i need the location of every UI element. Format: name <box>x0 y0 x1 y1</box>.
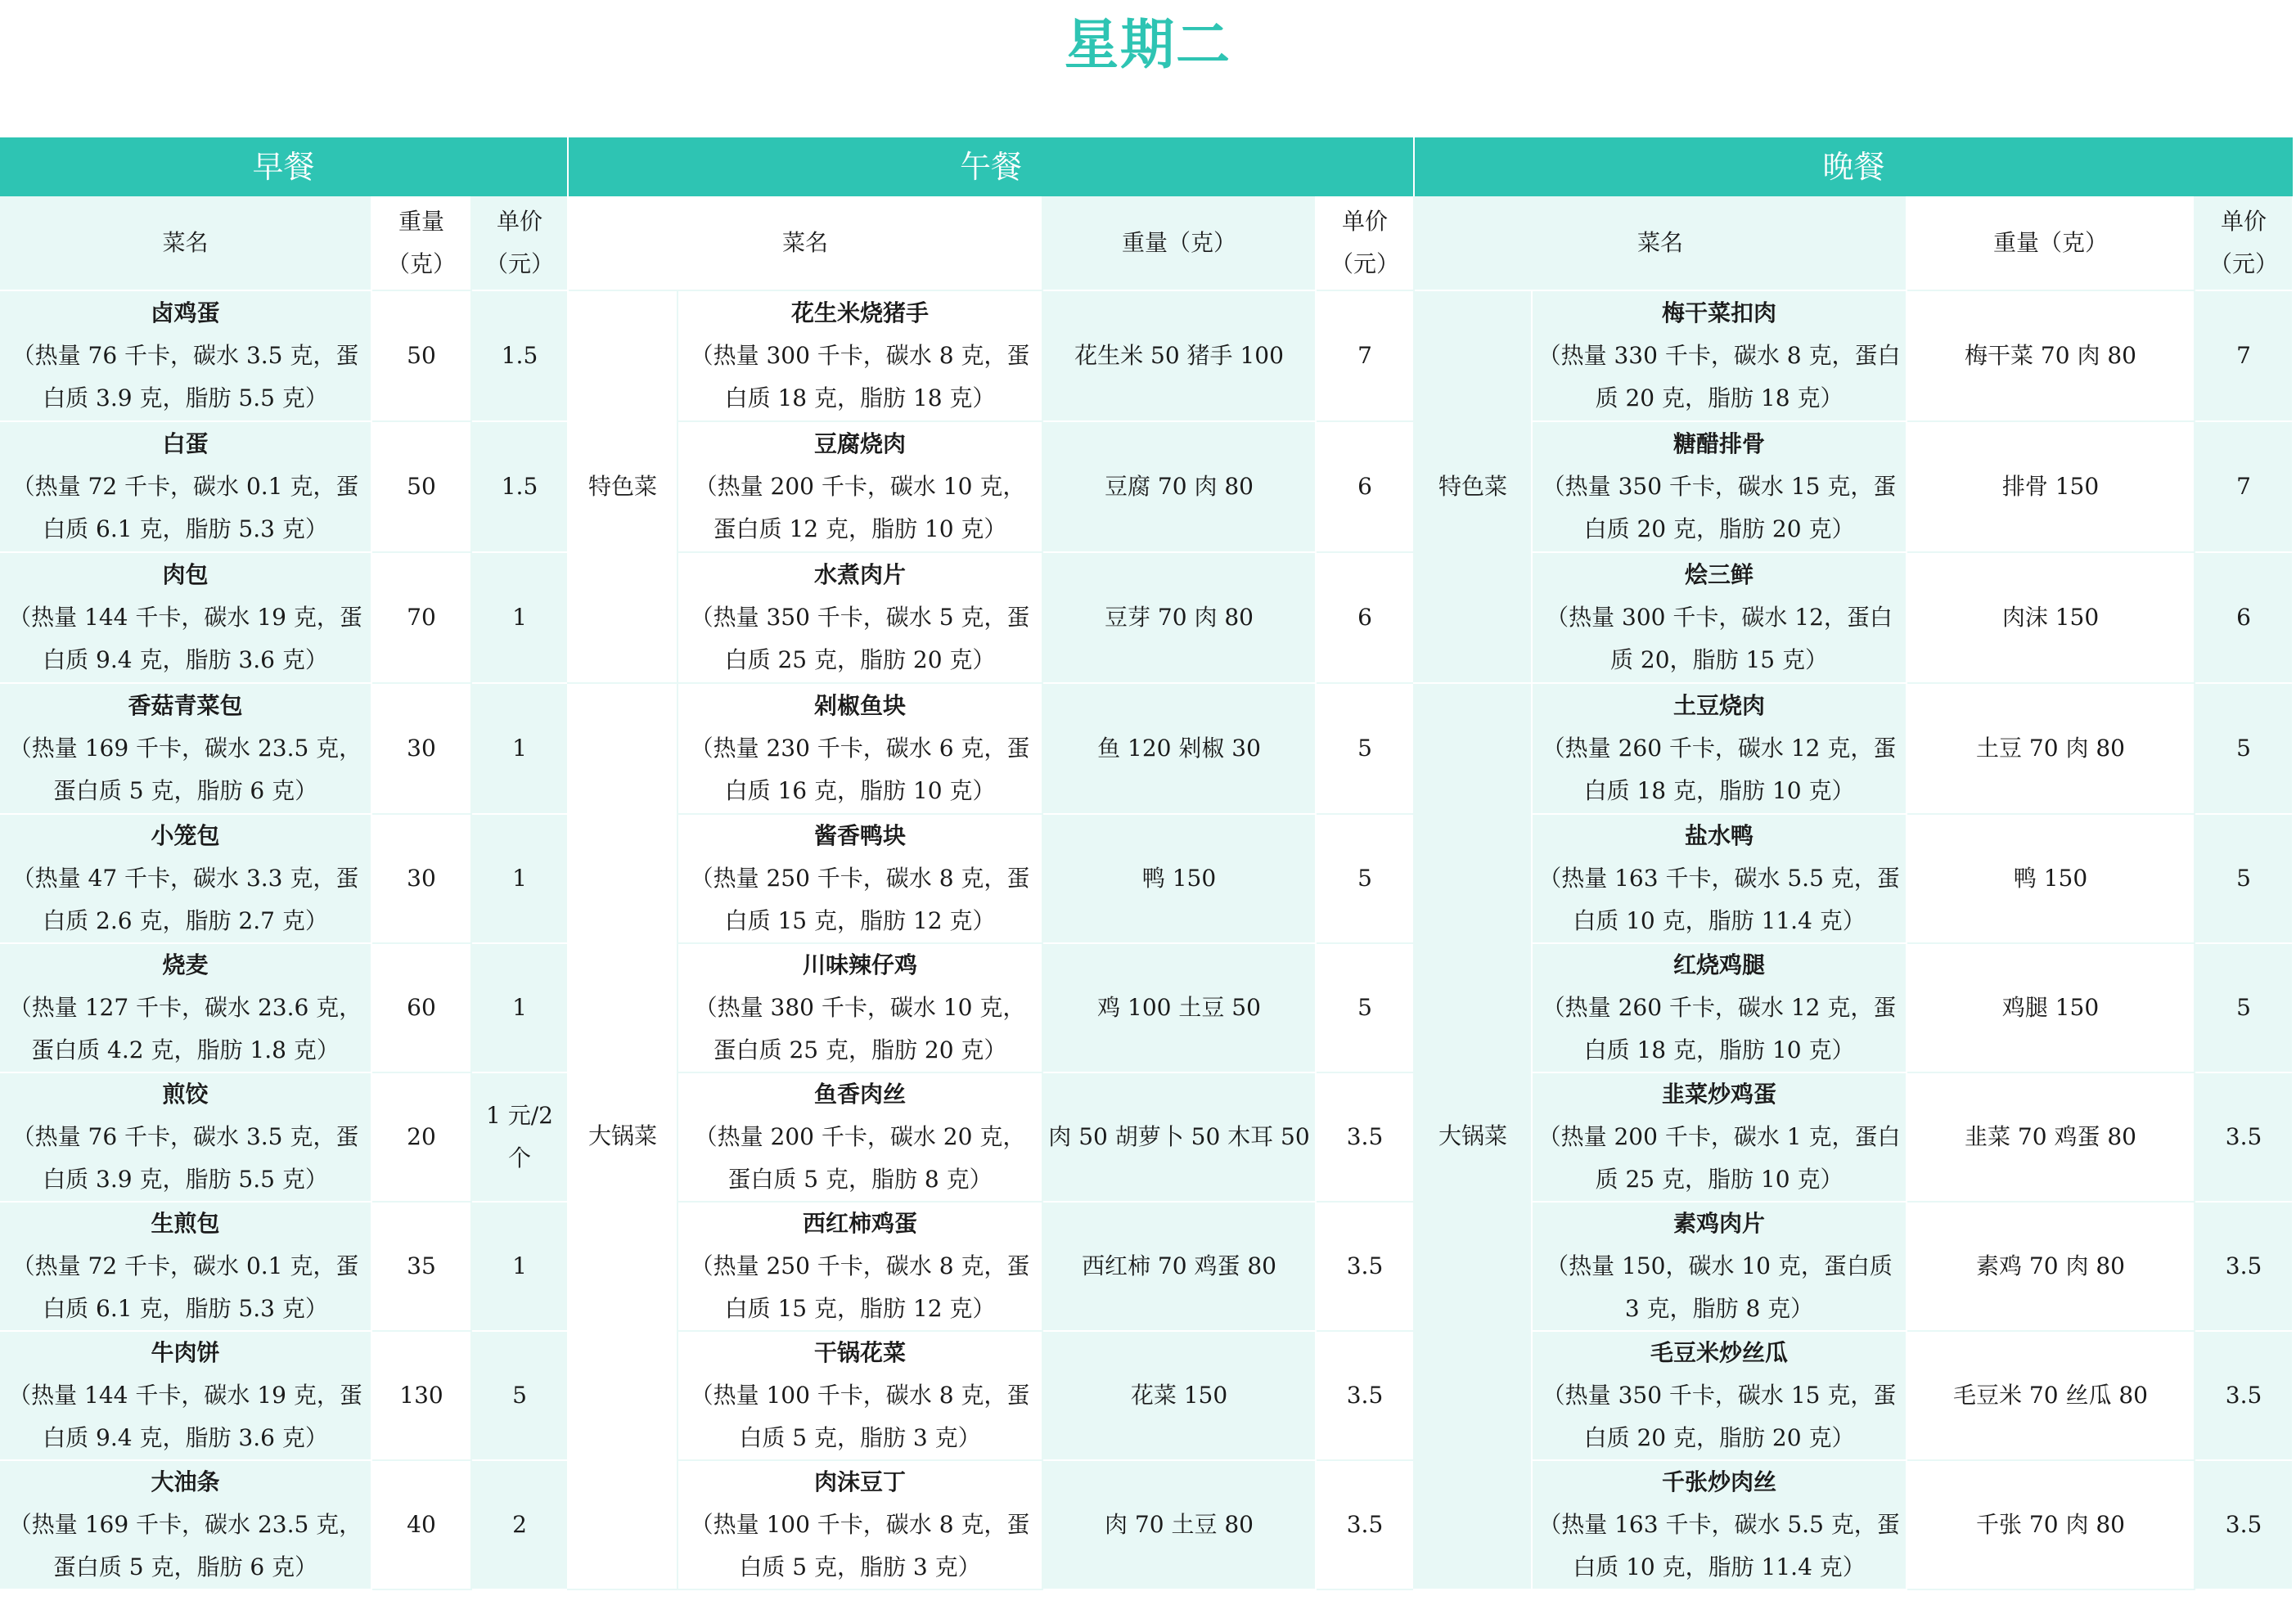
dish-name: 千张炒肉丝 <box>1662 1468 1777 1495</box>
dish-nutrition: （热量 380 千卡，碳水 10 克，蛋白质 25 克，脂肪 20 克） <box>694 994 1026 1063</box>
dish-name: 素鸡肉片 <box>1673 1210 1766 1237</box>
dinner-name-header: 菜名 <box>1414 196 1907 290</box>
dinner-weight: 千张 70 肉 80 <box>1907 1460 2195 1589</box>
breakfast-weight: 30 <box>371 683 471 814</box>
dish-nutrition: （热量 169 千卡，碳水 23.5 克，蛋白质 5 克，脂肪 6 克） <box>8 735 362 804</box>
lunch-dish <box>678 943 1042 1072</box>
lunch-weight: 鸡 100 土豆 50 <box>1042 943 1316 1072</box>
dish-nutrition: （热量 144 千卡，碳水 19 克，蛋白质 9.4 克，脂肪 3.6 克） <box>8 1382 362 1451</box>
table-row <box>0 814 2293 943</box>
breakfast-price: 1.5 <box>471 421 568 552</box>
dish-name: 烧麦 <box>162 951 209 978</box>
dinner-dish <box>1532 1202 1907 1331</box>
dish-nutrition: （热量 47 千卡，碳水 3.3 克，蛋白质 2.6 克，脂肪 2.7 克） <box>11 865 359 934</box>
breakfast-price-header: 单价（元） <box>471 196 568 290</box>
lunch-group-pot: 大锅菜 <box>568 683 678 1589</box>
breakfast-price: 1 <box>471 552 568 683</box>
page-title: 星期二 <box>1065 13 1231 76</box>
lunch-price: 3.5 <box>1316 1460 1414 1589</box>
dish-name: 剁椒鱼块 <box>813 692 906 719</box>
lunch-dish <box>678 552 1042 683</box>
dinner-weight: 肉沫 150 <box>1907 552 2195 683</box>
dinner-dish <box>1532 552 1907 683</box>
dinner-dish <box>1532 683 1907 814</box>
dish-nutrition: （热量 72 千卡，碳水 0.1 克，蛋白质 6.1 克，脂肪 5.3 克） <box>11 473 359 542</box>
lunch-weight: 花生米 50 猪手 100 <box>1042 290 1316 421</box>
dinner-price: 6 <box>2195 552 2293 683</box>
dinner-price: 7 <box>2195 421 2293 552</box>
menu-table <box>0 137 2294 1590</box>
breakfast-price: 5 <box>471 1331 568 1460</box>
breakfast-dish <box>0 943 371 1072</box>
dish-nutrition: （热量 150，碳水 10 克，蛋白质 3 克，脂肪 8 克） <box>1546 1252 1893 1322</box>
breakfast-price: 1.5 <box>471 290 568 421</box>
dish-nutrition: （热量 200 千卡，碳水 1 克，蛋白质 25 克，脂肪 10 克） <box>1537 1123 1901 1193</box>
lunch-weight: 花菜 150 <box>1042 1331 1316 1460</box>
dinner-group-pot: 大锅菜 <box>1414 683 1532 1589</box>
table-row <box>0 683 2293 814</box>
breakfast-weight: 30 <box>371 814 471 943</box>
lunch-price-header: 单价（元） <box>1316 196 1414 290</box>
dish-name: 卤鸡蛋 <box>151 299 220 326</box>
dish-name: 梅干菜扣肉 <box>1662 299 1777 326</box>
dish-name: 川味辣仔鸡 <box>802 951 917 978</box>
dish-nutrition: （热量 350 千卡，碳水 15 克，蛋白质 20 克，脂肪 20 克） <box>1542 473 1897 542</box>
table-row <box>0 1331 2293 1460</box>
dinner-dish <box>1532 421 1907 552</box>
dinner-price: 5 <box>2195 814 2293 943</box>
dinner-weight: 韭菜 70 鸡蛋 80 <box>1907 1072 2195 1202</box>
breakfast-weight: 40 <box>371 1460 471 1589</box>
dish-name: 煎饺 <box>162 1081 209 1108</box>
dish-nutrition: （热量 76 千卡，碳水 3.5 克，蛋白质 3.9 克，脂肪 5.5 克） <box>11 1123 359 1193</box>
dish-nutrition: （热量 163 千卡，碳水 5.5 克，蛋白质 10 克，脂肪 11.4 克） <box>1538 865 1900 934</box>
breakfast-dish <box>0 290 371 421</box>
lunch-dish <box>678 290 1042 421</box>
breakfast-dish <box>0 421 371 552</box>
breakfast-weight: 130 <box>371 1331 471 1460</box>
dinner-price: 3.5 <box>2195 1202 2293 1331</box>
lunch-weight-header: 重量（克） <box>1042 196 1316 290</box>
lunch-price: 3.5 <box>1316 1072 1414 1202</box>
breakfast-price: 1 <box>471 683 568 814</box>
dish-nutrition: （热量 72 千卡，碳水 0.1 克，蛋白质 6.1 克，脂肪 5.3 克） <box>11 1252 359 1322</box>
dinner-price: 5 <box>2195 683 2293 814</box>
dinner-weight: 素鸡 70 肉 80 <box>1907 1202 2195 1331</box>
dish-name: 肉包 <box>162 561 209 588</box>
table-row <box>0 552 2293 683</box>
lunch-weight: 西红柿 70 鸡蛋 80 <box>1042 1202 1316 1331</box>
lunch-price: 3.5 <box>1316 1202 1414 1331</box>
dish-nutrition: （热量 144 千卡，碳水 19 克，蛋白质 9.4 克，脂肪 3.6 克） <box>8 604 362 673</box>
dish-nutrition: （热量 250 千卡，碳水 8 克，蛋白质 15 克，脂肪 12 克） <box>690 1252 1030 1322</box>
dish-nutrition: （热量 260 千卡，碳水 12 克，蛋白质 18 克，脂肪 10 克） <box>1542 735 1897 804</box>
lunch-weight: 肉 70 土豆 80 <box>1042 1460 1316 1589</box>
lunch-weight: 豆芽 70 肉 80 <box>1042 552 1316 683</box>
dish-name: 大油条 <box>151 1468 220 1495</box>
dish-nutrition: （热量 350 千卡，碳水 5 克，蛋白质 25 克，脂肪 20 克） <box>690 604 1030 673</box>
dinner-price: 3.5 <box>2195 1072 2293 1202</box>
breakfast-name-header: 菜名 <box>0 196 371 290</box>
lunch-weight: 鱼 120 剁椒 30 <box>1042 683 1316 814</box>
breakfast-dish <box>0 1202 371 1331</box>
breakfast-weight-header: 重量（克） <box>371 196 471 290</box>
lunch-weight: 豆腐 70 肉 80 <box>1042 421 1316 552</box>
lunch-name-header: 菜名 <box>568 196 1042 290</box>
breakfast-price: 1 <box>471 943 568 1072</box>
dish-nutrition: （热量 300 千卡，碳水 8 克，蛋白质 18 克，脂肪 18 克） <box>690 342 1030 411</box>
dinner-dish <box>1532 814 1907 943</box>
lunch-dish <box>678 1331 1042 1460</box>
dish-nutrition: （热量 250 千卡，碳水 8 克，蛋白质 15 克，脂肪 12 克） <box>690 865 1030 934</box>
breakfast-weight: 50 <box>371 290 471 421</box>
dinner-price: 5 <box>2195 943 2293 1072</box>
dish-name: 生煎包 <box>151 1210 220 1237</box>
dish-nutrition: （热量 200 千卡，碳水 20 克，蛋白质 5 克，脂肪 8 克） <box>694 1123 1026 1193</box>
dinner-dish <box>1532 1072 1907 1202</box>
dinner-weight: 土豆 70 肉 80 <box>1907 683 2195 814</box>
dish-nutrition: （热量 300 千卡，碳水 12，蛋白质 20，脂肪 15 克） <box>1546 604 1893 673</box>
dish-name: 西红柿鸡蛋 <box>802 1210 917 1237</box>
breakfast-price: 1 元/2 个 <box>471 1072 568 1202</box>
dish-name: 小笼包 <box>151 822 220 849</box>
meal-lunch-header: 午餐 <box>568 137 1414 196</box>
dinner-dish <box>1532 1331 1907 1460</box>
breakfast-price: 2 <box>471 1460 568 1589</box>
lunch-dish <box>678 814 1042 943</box>
table-row <box>0 421 2293 552</box>
breakfast-dish <box>0 1331 371 1460</box>
breakfast-dish <box>0 552 371 683</box>
lunch-price: 3.5 <box>1316 1331 1414 1460</box>
dish-name: 毛豆米炒丝瓜 <box>1650 1339 1789 1366</box>
lunch-dish <box>678 1202 1042 1331</box>
table-row <box>0 1202 2293 1331</box>
table-row <box>0 290 2293 421</box>
dish-name: 白蛋 <box>162 430 209 457</box>
dish-name: 水煮肉片 <box>813 561 906 588</box>
breakfast-weight: 20 <box>371 1072 471 1202</box>
dinner-price: 3.5 <box>2195 1331 2293 1460</box>
dish-nutrition: （热量 127 千卡，碳水 23.6 克，蛋白质 4.2 克，脂肪 1.8 克） <box>8 994 362 1063</box>
dish-name: 干锅花菜 <box>813 1339 906 1366</box>
dish-nutrition: （热量 200 千卡，碳水 10 克，蛋白质 12 克，脂肪 10 克） <box>694 473 1026 542</box>
breakfast-dish <box>0 1460 371 1589</box>
breakfast-dish <box>0 1072 371 1202</box>
table-row <box>0 1072 2293 1202</box>
lunch-price: 5 <box>1316 814 1414 943</box>
dinner-weight: 排骨 150 <box>1907 421 2195 552</box>
dish-nutrition: （热量 350 千卡，碳水 15 克，蛋白质 20 克，脂肪 20 克） <box>1542 1382 1897 1451</box>
dish-nutrition: （热量 76 千卡，碳水 3.5 克，蛋白质 3.9 克，脂肪 5.5 克） <box>11 342 359 411</box>
breakfast-weight: 60 <box>371 943 471 1072</box>
dinner-price: 7 <box>2195 290 2293 421</box>
table-row <box>0 943 2293 1072</box>
dinner-weight: 梅干菜 70 肉 80 <box>1907 290 2195 421</box>
lunch-price: 5 <box>1316 683 1414 814</box>
dinner-group-special: 特色菜 <box>1414 290 1532 683</box>
dinner-dish <box>1532 943 1907 1072</box>
lunch-dish <box>678 421 1042 552</box>
dinner-weight: 毛豆米 70 丝瓜 80 <box>1907 1331 2195 1460</box>
meal-dinner-header: 晚餐 <box>1414 137 2293 196</box>
breakfast-weight: 50 <box>371 421 471 552</box>
lunch-weight: 肉 50 胡萝卜 50 木耳 50 <box>1042 1072 1316 1202</box>
lunch-dish <box>678 1072 1042 1202</box>
dish-nutrition: （热量 230 千卡，碳水 6 克，蛋白质 16 克，脂肪 10 克） <box>690 735 1030 804</box>
breakfast-weight: 35 <box>371 1202 471 1331</box>
dish-name: 香菇青菜包 <box>128 692 243 719</box>
lunch-weight: 鸭 150 <box>1042 814 1316 943</box>
breakfast-weight: 70 <box>371 552 471 683</box>
meal-breakfast-header: 早餐 <box>0 137 568 196</box>
dish-name: 韭菜炒鸡蛋 <box>1662 1081 1777 1108</box>
dinner-price-header: 单价（元） <box>2195 196 2293 290</box>
dinner-weight: 鸡腿 150 <box>1907 943 2195 1072</box>
dinner-weight-header: 重量（克） <box>1907 196 2195 290</box>
dish-nutrition: （热量 169 千卡，碳水 23.5 克，蛋白质 5 克，脂肪 6 克） <box>8 1511 362 1580</box>
dish-name: 牛肉饼 <box>151 1339 220 1366</box>
lunch-group-special: 特色菜 <box>568 290 678 683</box>
lunch-dish <box>678 1460 1042 1589</box>
dinner-weight: 鸭 150 <box>1907 814 2195 943</box>
dish-name: 红烧鸡腿 <box>1673 951 1766 978</box>
dinner-dish <box>1532 290 1907 421</box>
dish-name: 肉沫豆丁 <box>813 1468 906 1495</box>
dish-name: 酱香鸭块 <box>813 822 906 849</box>
dish-name: 土豆烧肉 <box>1673 692 1766 719</box>
breakfast-dish <box>0 814 371 943</box>
dish-name: 烩三鲜 <box>1685 561 1754 588</box>
lunch-price: 6 <box>1316 421 1414 552</box>
dish-nutrition: （热量 163 千卡，碳水 5.5 克，蛋白质 10 克，脂肪 11.4 克） <box>1538 1511 1900 1580</box>
breakfast-price: 1 <box>471 1202 568 1331</box>
lunch-price: 5 <box>1316 943 1414 1072</box>
breakfast-dish <box>0 683 371 814</box>
dish-nutrition: （热量 330 千卡，碳水 8 克，蛋白质 20 克，脂肪 18 克） <box>1537 342 1901 411</box>
dish-nutrition: （热量 260 千卡，碳水 12 克，蛋白质 18 克，脂肪 10 克） <box>1542 994 1897 1063</box>
dish-name: 鱼香肉丝 <box>813 1081 906 1108</box>
dish-name: 盐水鸭 <box>1685 822 1754 849</box>
dinner-price: 3.5 <box>2195 1460 2293 1589</box>
dinner-dish <box>1532 1460 1907 1589</box>
dish-name: 豆腐烧肉 <box>813 430 906 457</box>
dish-nutrition: （热量 100 千卡，碳水 8 克，蛋白质 5 克，脂肪 3 克） <box>690 1511 1030 1580</box>
dish-name: 糖醋排骨 <box>1673 430 1766 457</box>
dish-name: 花生米烧猪手 <box>790 299 929 326</box>
lunch-price: 6 <box>1316 552 1414 683</box>
table-row <box>0 1460 2293 1589</box>
lunch-dish <box>678 683 1042 814</box>
lunch-price: 7 <box>1316 290 1414 421</box>
dish-nutrition: （热量 100 千卡，碳水 8 克，蛋白质 5 克，脂肪 3 克） <box>690 1382 1030 1451</box>
breakfast-price: 1 <box>471 814 568 943</box>
